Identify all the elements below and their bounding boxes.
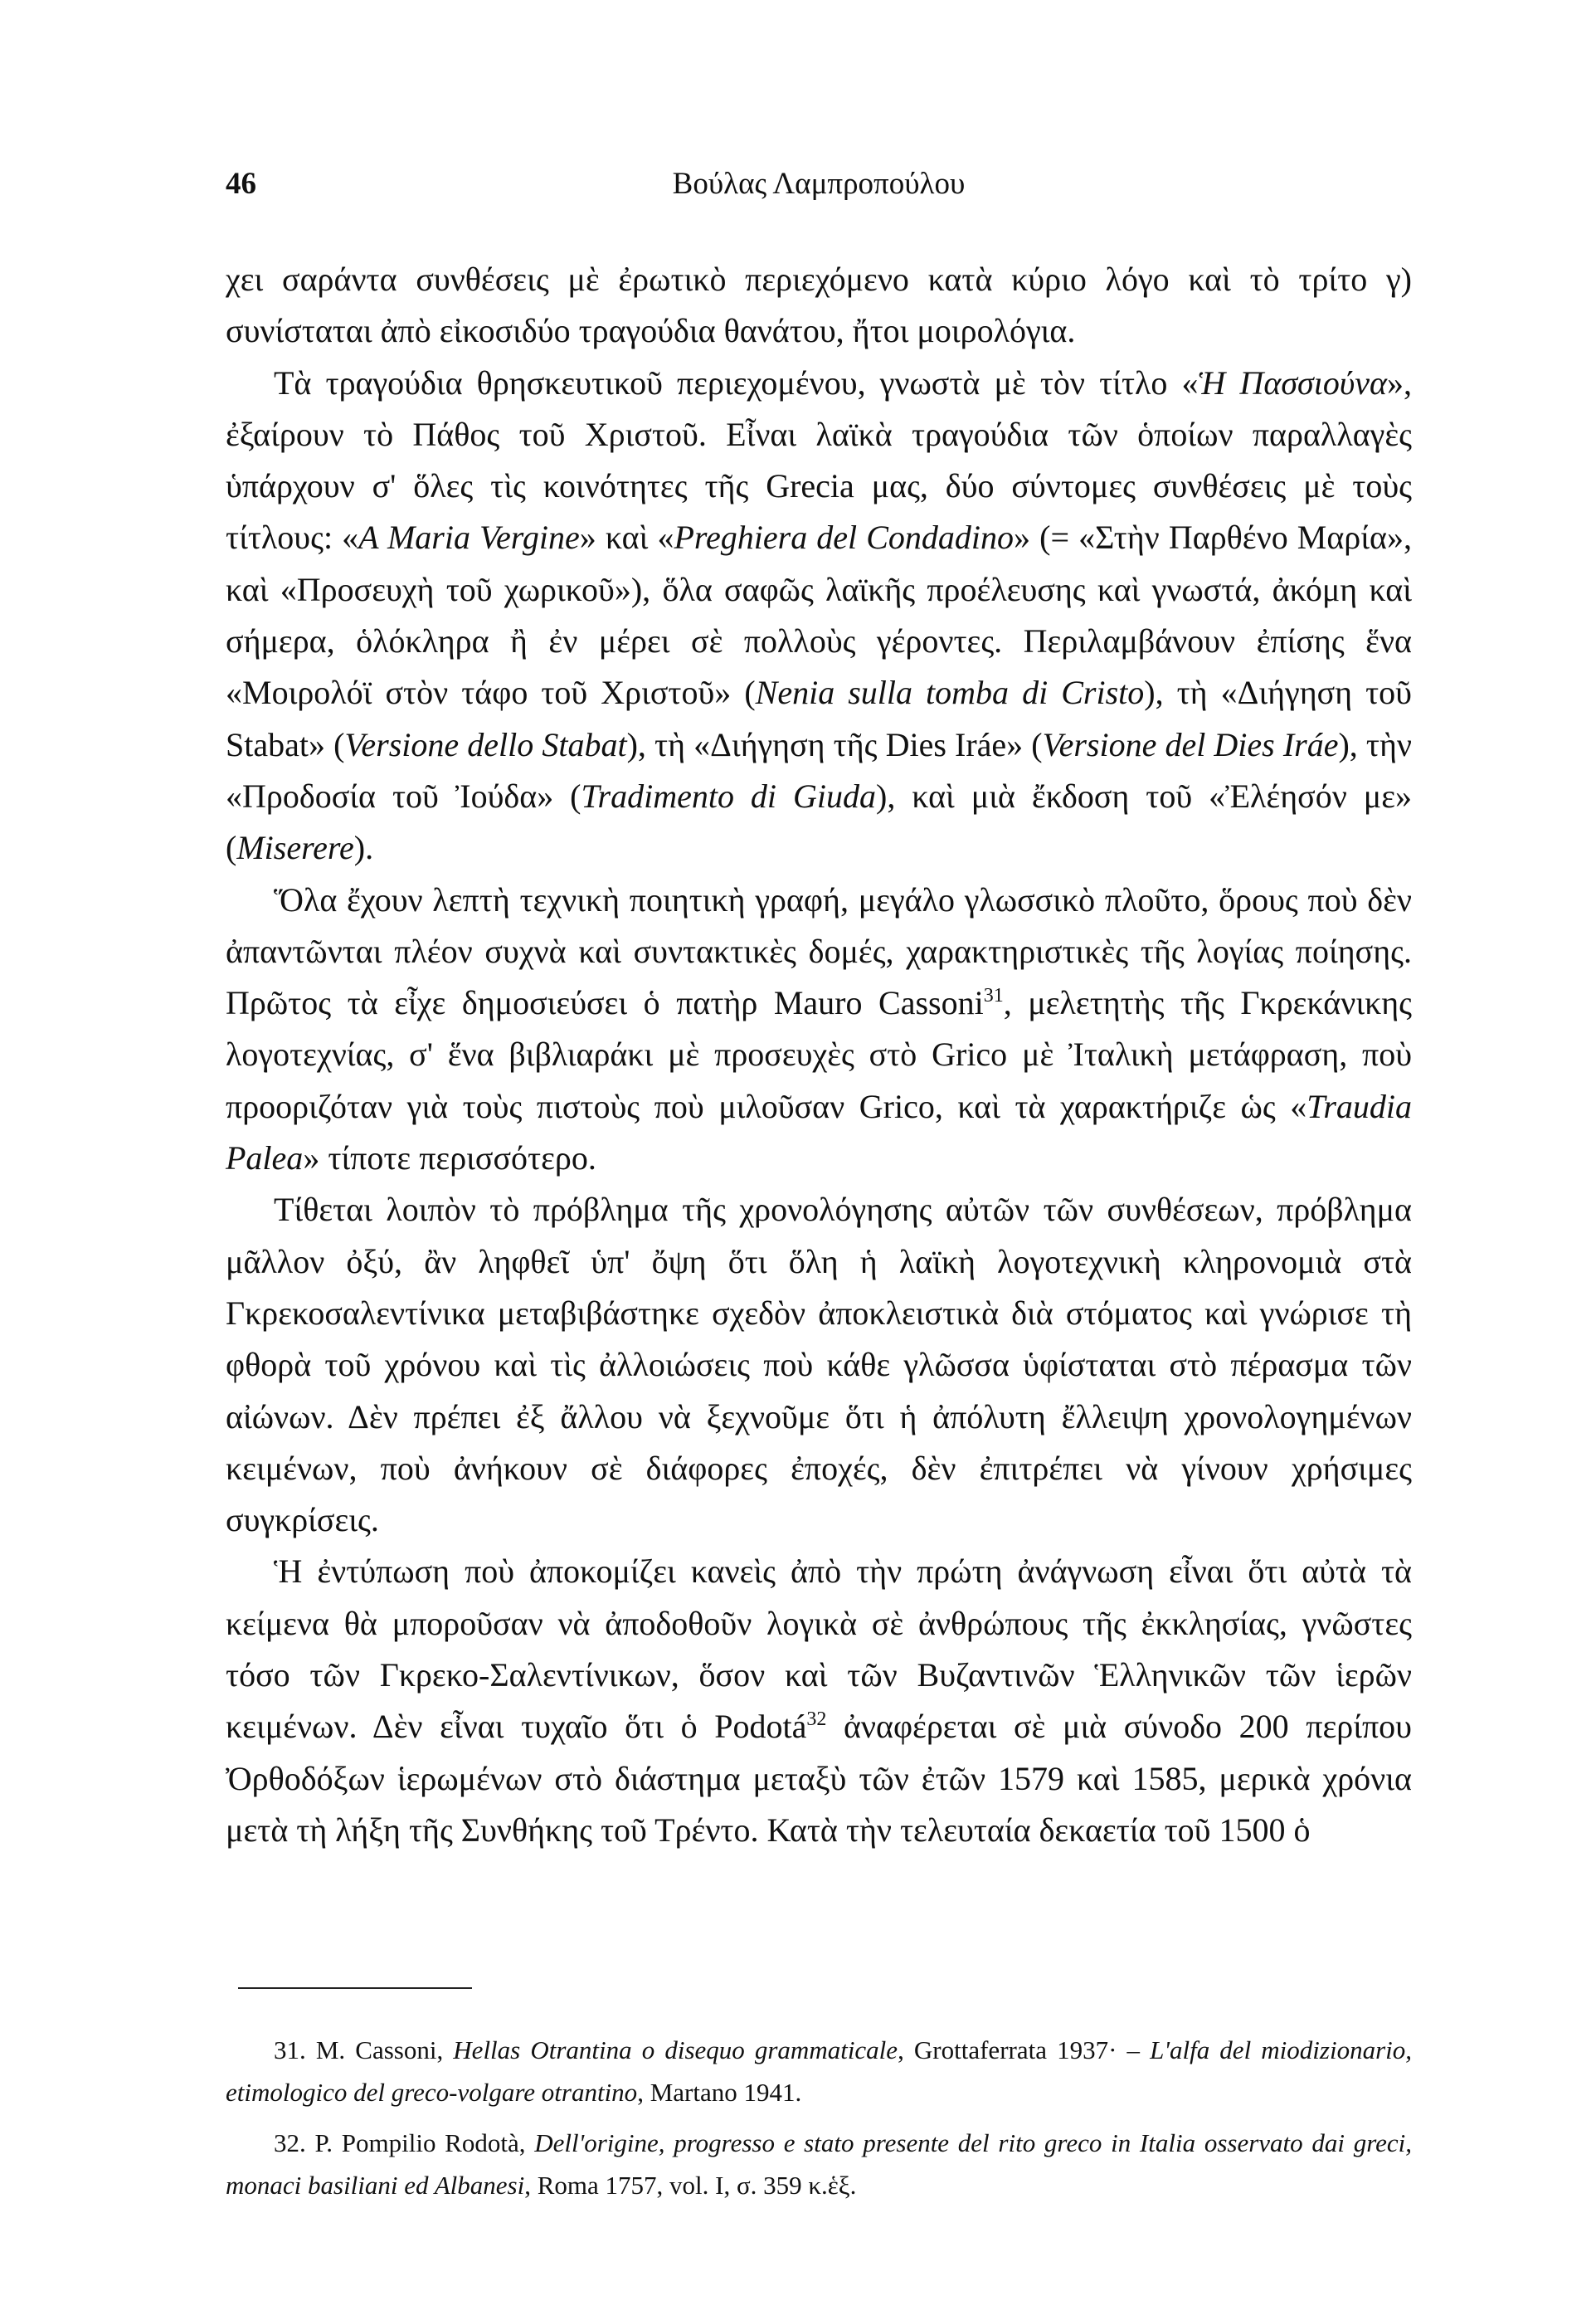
footnote (226, 2029, 1412, 2113)
text-run: » καὶ « (579, 519, 674, 557)
text-run: » (= «Στὴν Παρθένο Μαρία», καὶ «Προσευχὴ τοῦ χωρικοῦ»), ὅλα σαφῶς λαϊκῆς προέλευσης καὶ γνωστά, ἀκόμη καὶ σήμερα, ὁλόκληρα ἢ ἐν μέρει σὲ πολλοὺς γέροντες. Περιλαμβάνουν ἐπίσης ἕνα «Μοιρολόϊ στὸν τάφο τοῦ Χριστοῦ» ( (226, 519, 1412, 712)
paragraph (226, 358, 1412, 875)
footnote-reference: 31 (983, 985, 1004, 1007)
text-run: Ὅλα ἔχουν λεπτὴ τεχνικὴ ποιητικὴ γραφή, μεγάλο γλωσσικὸ πλοῦτο, ὅρους ποὺ δὲν ἀπαντῶνται πλέον συχνὰ καὶ συντακτικὲς δομές, χαρακτηριστικὲς τῆς λογίας ποίησης. Πρῶτος τὰ εἶχε δημοσιεύσει ὁ πατὴρ Mauro Cassoni (226, 880, 1412, 1022)
italic-text: Nenia sulla tomba di Cristo (755, 674, 1145, 712)
page-number: 46 (226, 167, 256, 201)
footnote-reference: 32 (806, 1708, 827, 1731)
text-run: ), καὶ μιὰ ἔκδοση τοῦ «Ἐλέησόν με» ( (226, 777, 1412, 867)
italic-text: Preghiera del Condadino (674, 519, 1015, 557)
italic-text: A Maria Vergine (358, 519, 580, 557)
text-run: », ἐξαίρουν τὸ Πάθος τοῦ Χριστοῦ. Εἶναι λαϊκὰ τραγούδια τῶν ὁποίων παραλλαγὲς ὑπάρχουν σ' ὅλες τὶς κοινότητες τῆς Grecia μας, δύο σύντομες συνθέσεις μὲ τοὺς τίτλους: « (226, 363, 1412, 557)
paragraph (226, 1546, 1412, 1856)
text-run: Τὰ τραγούδια θρησκευτικοῦ περιεχομένου, γνωστὰ μὲ τὸν τίτλο « (274, 363, 1199, 402)
italic-text: Miserere (236, 829, 354, 867)
footnote-divider (238, 1987, 472, 1989)
text-run: 32. P. Pompilio Rodotà, (274, 2128, 535, 2158)
book-page (226, 158, 1412, 2215)
text-run: ἀναφέρεται σὲ μιὰ σύνοδο 200 περίπου Ὀρθοδόξων ἱερωμένων στὸ διάστημα μεταξὺ τῶν ἐτῶν 1579 καὶ 1585, μερικὰ χρόνια μετὰ τὴ λήξη τῆς Συνθήκης τοῦ Τρέντο. Κατὰ τὴν τελευταία δεκαετία τοῦ 1500 ὁ (226, 1708, 1412, 1849)
text-run: , Martano 1941. (637, 2078, 802, 2108)
text-run: ), τὴν «Προδοσία τοῦ Ἰούδα» ( (226, 725, 1412, 815)
italic-text: L'alfa del miodizionario, etimologico del greco-volgare otrantino (226, 2035, 1412, 2108)
text-run: χει σαράντα συνθέσεις μὲ ἐρωτικὸ περιεχόμενο κατὰ κύριο λόγο καὶ τὸ τρίτο γ) συνίσταται ἀπὸ εἰκοσιδύο τραγούδια θανάτου, ἤτοι μοιρολόγια. (226, 261, 1412, 350)
italic-text: Hellas Otrantina o disequo grammaticale (453, 2035, 898, 2065)
footnote (226, 2122, 1412, 2206)
paragraph (226, 1184, 1412, 1546)
text-run: 31. M. Cassoni, (274, 2035, 454, 2065)
italic-text: Traudia Palea (226, 1087, 1412, 1177)
text-run: , Roma 1757, vol. I, σ. 359 κ.ἑξ. (524, 2171, 857, 2201)
footnotes (226, 2029, 1412, 2206)
italic-text: Ἡ Πασσιούνα (1198, 363, 1387, 402)
text-run: Τίθεται λοιπὸν τὸ πρόβλημα τῆς χρονολόγησης αὐτῶν τῶν συνθέσεων, πρόβλημα μᾶλλον ὀξύ, ἂν ληφθεῖ ὑπ' ὄψη ὅτι ὅλη ἡ λαϊκὴ λογοτεχνικὴ κληρονομιὰ στὰ Γκρεκοσαλεντίνικα μεταβιβάστηκε σχεδὸν ἀποκλειστικὰ διὰ στόματος καὶ γνώρισε τὴ φθορὰ τοῦ χρόνου καὶ τὶς ἀλλοιώσεις ποὺ κάθε γλῶσσα ὑφίσταται στὸ πέρασμα τῶν αἰώνων. Δὲν πρέπει ἐξ ἄλλου νὰ ξεχνοῦμε ὅτι ἡ ἀπόλυτη ἔλλειψη χρονολογημένων κειμένων, ποὺ ἀνήκουν σὲ διάφορες ἐποχές, δὲν ἐπιτρέπει νὰ γίνουν χρήσιμες συγκρίσεις. (226, 1191, 1412, 1539)
paragraph (226, 875, 1412, 1185)
page-header (226, 158, 1412, 216)
text-run: , Grottaferrata 1937· – (898, 2035, 1151, 2065)
italic-text: Dell'origine, progresso e stato presente del rito greco in Italia osservato dai greci, monaci basiliani ed Albanesi (226, 2128, 1413, 2201)
text-run: , μελετητὴς τῆς Γκρεκάνικης λογοτεχνίας, σ' ἕνα βιβλιαράκι μὲ προσευχὲς στὸ Grico μὲ Ἰταλικὴ μετάφραση, ποὺ προοριζόταν γιὰ τοὺς πιστοὺς ποὺ μιλοῦσαν Grico, καὶ τὰ χαρακτήριζε ὡς « (226, 984, 1412, 1125)
text-run: ). (353, 829, 374, 867)
italic-text: Versione del Dies Iráe (1042, 725, 1339, 763)
text-run: Ἡ ἐντύπωση ποὺ ἀποκομίζει κανεὶς ἀπὸ τὴν πρώτη ἀνάγνωση εἶναι ὅτι αὐτὰ τὰ κείμενα θὰ μποροῦσαν νὰ ἀποδοθοῦν λογικὰ σὲ ἀνθρώπους τῆς ἐκκλησίας, γνῶστες τόσο τῶν Γκρεκο-Σαλεντίνικων, ὅσον καὶ τῶν Βυζαντινῶν Ἑλληνικῶν τῶν ἱερῶν κειμένων. Δὲν εἶναι τυχαῖο ὅτι ὁ Podotá (226, 1552, 1412, 1746)
italic-text: Versione dello Stabat (344, 725, 627, 763)
italic-text: Tradimento di Giuda (581, 777, 876, 815)
running-head: Βούλας Λαμπροπούλου (672, 167, 966, 201)
paragraph (226, 254, 1412, 358)
text-run: ), τὴ «Διήγηση τῆς Dies Iráe» ( (626, 725, 1043, 763)
text-run: ), τὴ «Διήγηση τοῦ Stabat» ( (226, 674, 1412, 763)
body-text (226, 254, 1412, 1856)
text-run: » τίποτε περισσότερο. (303, 1139, 596, 1177)
